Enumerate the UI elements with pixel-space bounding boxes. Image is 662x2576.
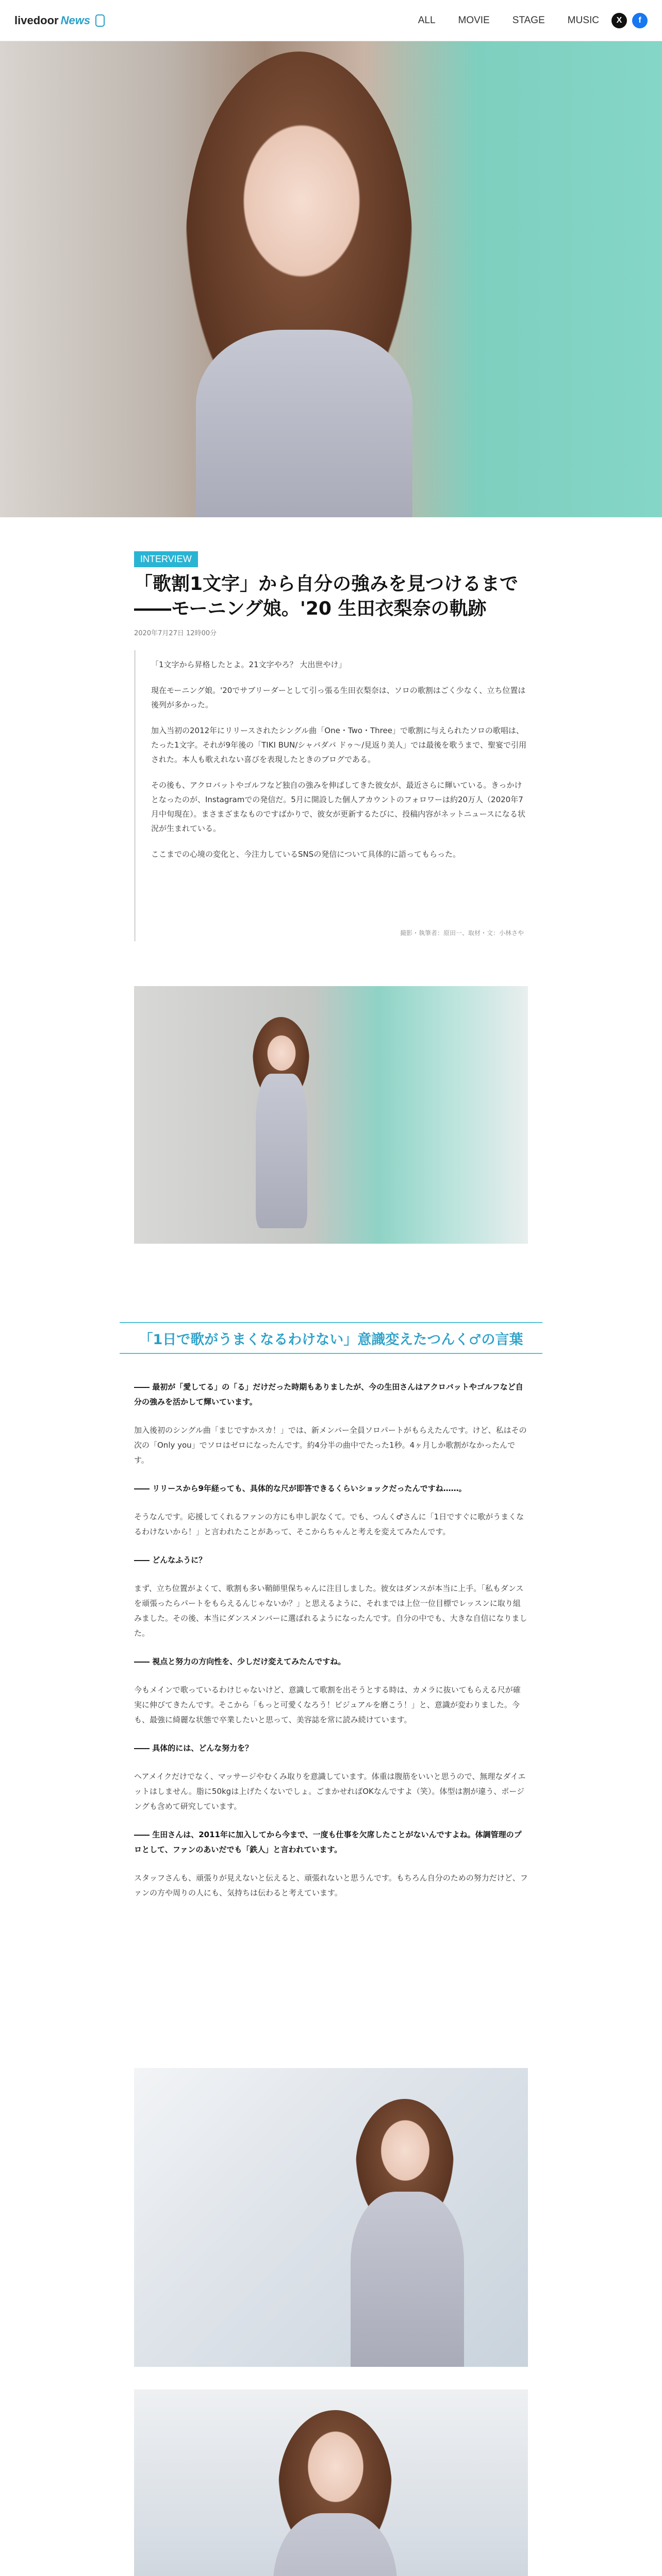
- photo-2-face-shape: [380, 2120, 430, 2181]
- question: ―― 生田さんは、2011年に加入してから今まで、一度も仕事を欠席したことがないんですよね。体調管理のプロとして、ファンのあいだでも「鉄人」と言われています。: [134, 1830, 522, 1854]
- photo-2-dress-shape: [351, 2192, 464, 2367]
- site-header: [0, 0, 662, 41]
- photo-3-face-shape: [307, 2431, 364, 2503]
- lead-paragraph: ここまでの心境の変化と、今注力しているSNSの発信について具体的に語ってもらった。: [151, 850, 460, 859]
- lead-paragraph: 現在モーニング娘。'20でサブリーダーとして引っ張る生田衣梨奈は、ソロの歌割はごく少なく、立ち位置は後列が多かった。: [151, 686, 526, 709]
- question: ―― リリースから9年経っても、具体的な尺が即答できるくらいショックだったんですね……。: [134, 1484, 467, 1493]
- answer: 加入後初のシングル曲「まじですかスカ！」では、新メンバー全員ソロパートがもらえたんです。けど、私はその次の「Only you」でソロはゼロになったんです。約4分半の曲中でたった1秒。4ヶ月しか歌割がなかったんです。: [134, 1426, 527, 1465]
- nav-all[interactable]: ALL: [418, 14, 436, 26]
- lead-quote-box: [134, 650, 528, 941]
- article-photo-3: [134, 2389, 528, 2576]
- answer: スタッフさんも、頑張りが見えないと伝えると、頑張れないと思うんです。もちろん自分のための努力だけど、ファンの方や周りの人にも、気持ちは伝わると考えています。: [134, 1873, 528, 1897]
- social-links: [611, 13, 648, 28]
- photo-credit: 撮影・執筆者：原田一、取材・文：小林さや: [400, 929, 524, 937]
- facebook-icon[interactable]: f: [632, 13, 648, 28]
- category-badge[interactable]: INTERVIEW: [134, 551, 198, 567]
- question: ―― どんなふうに？: [134, 1555, 207, 1565]
- article-photo-2: [134, 2068, 528, 2367]
- article-title: 「歌割1文字」から自分の強みを見つけるまで――モーニング娘。'20 生田衣梨奈の軌跡: [134, 573, 519, 619]
- photo-1-face-shape: [267, 1035, 296, 1071]
- answer: まず、立ち位置がよくて、歌割も多い鞘師里保ちゃんに注目しました。彼女はダンスが本当に上手。「私もダンスを頑張ったらパートをもらえるんじゃないか？」と思えるように、それまでは上位一位目標でレッスンに取り組みました。その後、本当にダンスメンバーに選ばれるようになったんです。自分の中でも、大きな自信になりました。: [134, 1584, 527, 1638]
- lead-paragraph: その後も、アクロバットやゴルフなど独自の強みを伸ばしてきた彼女が、最近さらに輝いている。きっかけとなったのが、Instagramでの発信だ。5月に開設した個人アカウントのフォロワーは約20万人（2020年7月中旬現在）。まさまざまなものですばかりで、彼女が更新するたびに、投稿内容がネットニュースになる状況が生まれている。: [151, 781, 525, 833]
- question: ―― 具体的には、どんな努力を？: [134, 1743, 253, 1753]
- nav-movie[interactable]: MOVIE: [458, 14, 490, 26]
- interview-qa-1: [134, 1380, 528, 1914]
- hero-face-shape: [242, 124, 361, 278]
- x-icon[interactable]: X: [611, 13, 627, 28]
- lead-paragraph: 「1文字から昇格したとよ。21文字やろ？ 大出世やけ」: [151, 660, 346, 669]
- logo-text-livedoor: livedoor: [14, 13, 59, 27]
- hero-photo: [0, 41, 662, 517]
- logo-text-news: News: [60, 13, 91, 27]
- answer: ヘアメイクだけでなく、マッサージやむくみ取りを意識しています。体重は腹筋をいいと思うので、無理なダイエットはしません。脂に50kgは上げたくないでしょ。ごまかせればOKなんですよ（笑）。体型は割が違う、ポージングも含めて研究しています。: [134, 1772, 526, 1811]
- question: ―― 視点と努力の方向性を、少しだけ変えてみたんですね。: [134, 1657, 346, 1666]
- lead-paragraph: 加入当初の2012年にリリースされたシングル曲「One・Two・Three」で歌割に与えられたソロの歌唱は、たった1文字。それが9年後の「TIKI BUN/シャバダバ ドゥ〜/見返り美人」では最後を歌うまで、聖宴で引用された。本人も歌えれない喜びを表現したときのブログである。: [151, 726, 526, 764]
- main-nav: [418, 15, 599, 26]
- answer: そうなんです。応援してくれるファンの方にも申し訳なくて。でも、つんく♂さんに「1日ですぐに歌がうまくなるわけないから！」と言われたことがあって、そこからちゃんと考えを変えてみたんです。: [134, 1512, 524, 1536]
- question: ―― 最初が「愛してる」の「る」だけだった時期もありましたが、今の生田さんはアクロバットやゴルフなど自分の強みを活かして輝いています。: [134, 1382, 523, 1406]
- answer: 今もメインで歌っているわけじゃないけど、意識して歌割を出そうとする時は、カメラに抜いてもらえる尺が確実に伸びてきたんです。そこから「もっと可愛くなろう！ビジュアルを磨こう！」と、意識が変わりました。今も、最強に綺麗な状態で卒業したいと思って、美容誌を常に読み続けています。: [134, 1685, 521, 1724]
- nav-stage[interactable]: STAGE: [512, 14, 545, 26]
- site-logo[interactable]: [14, 14, 105, 27]
- photo-1-dress-shape: [256, 1074, 307, 1228]
- publish-date: 2020年7月27日 12時00分: [134, 630, 217, 637]
- logo-phone-icon: [95, 14, 105, 27]
- hero-dress-shape: [196, 330, 412, 517]
- section-heading-1: 「1日で歌がうまくなるわけない」意識変えたつんく♂の言葉: [120, 1322, 542, 1354]
- nav-music[interactable]: MUSIC: [567, 14, 599, 26]
- article-photo-1: [134, 986, 528, 1244]
